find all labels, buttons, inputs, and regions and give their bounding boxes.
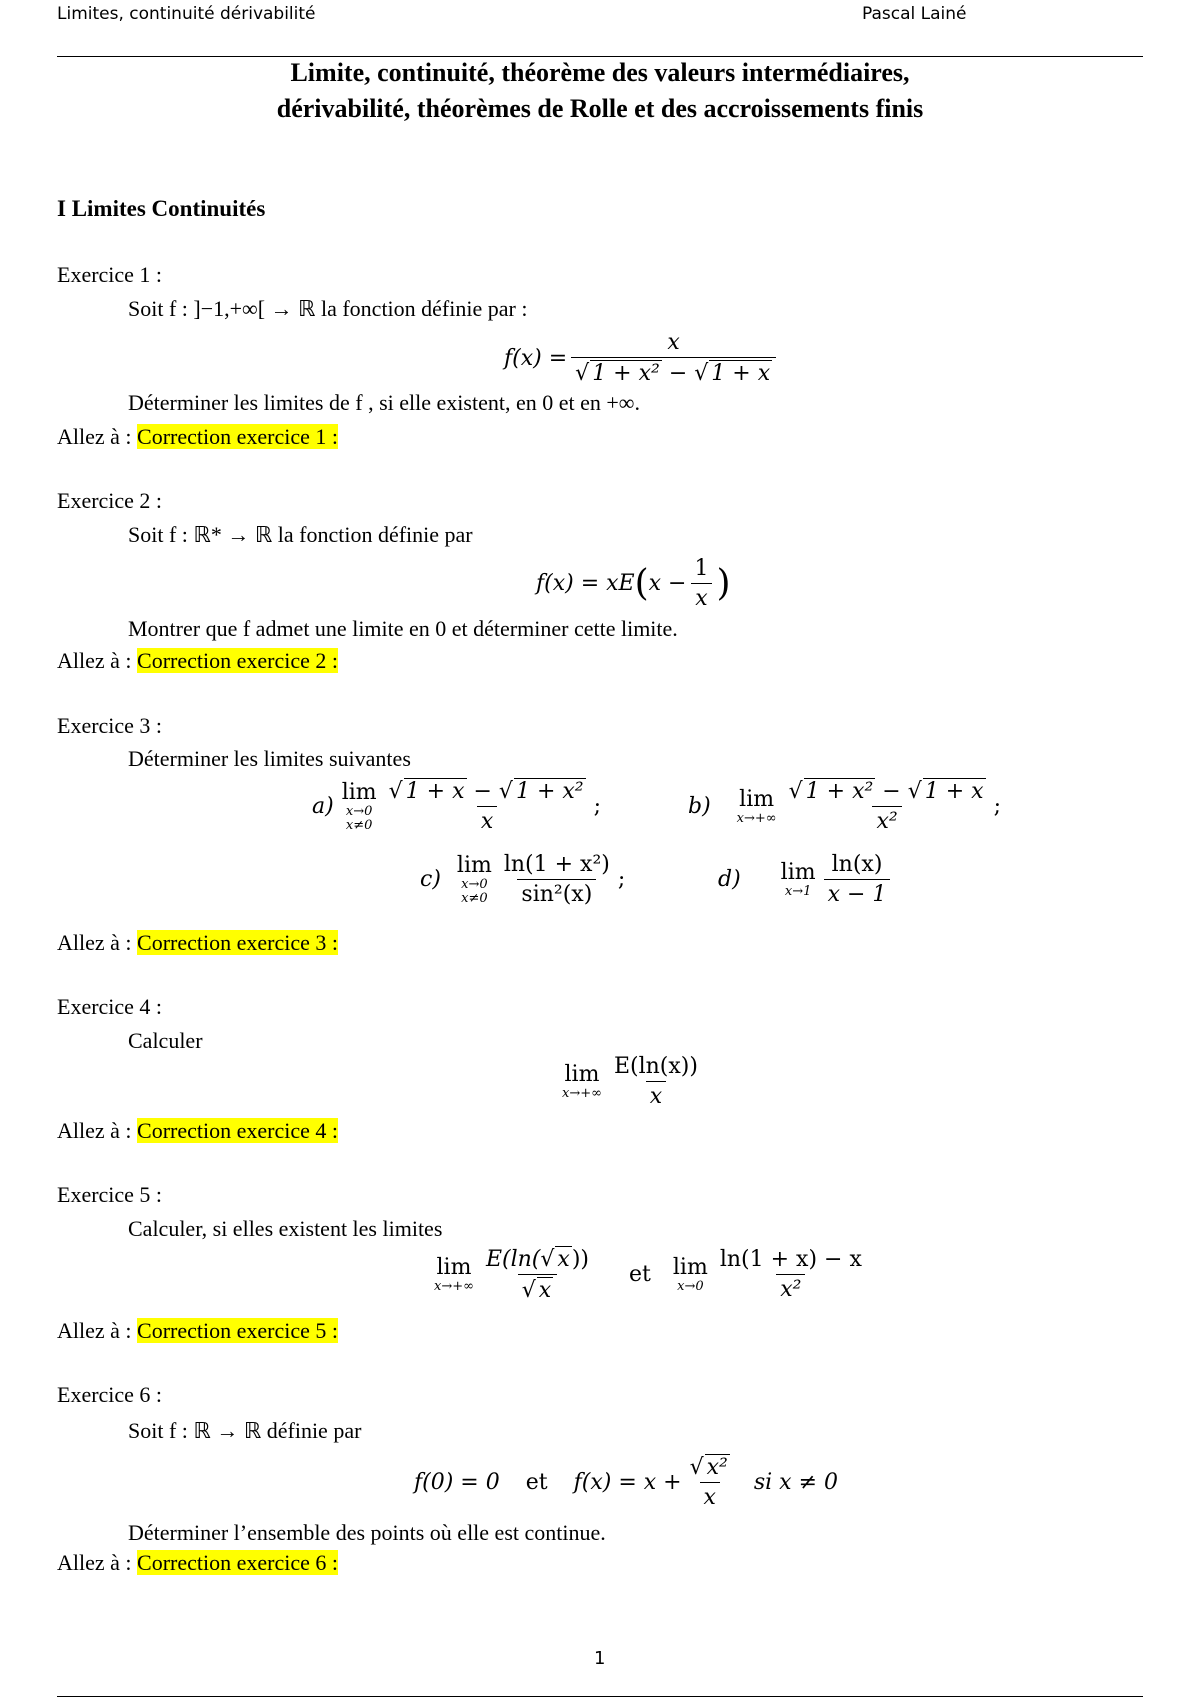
link-prefix: Allez à : (57, 648, 138, 673)
f-x: f(x) = x + (573, 1469, 682, 1495)
denominator: x² (872, 806, 901, 834)
page-number: 1 (594, 1648, 606, 1669)
radicand-1: 1 + x² (592, 361, 660, 386)
numerator-post: )) (571, 1247, 590, 1272)
radicand: 1 + x² (805, 779, 874, 804)
radicand: x² (706, 1455, 728, 1480)
radicand: x (557, 1247, 570, 1272)
exercise-3-link-row (57, 930, 338, 956)
exercise-2-formula (536, 556, 731, 611)
limit-operator (673, 1255, 708, 1294)
lim-word: lim (564, 1062, 600, 1087)
lim-sub: x→0 (677, 1279, 704, 1294)
radicand: 1 + x (924, 779, 984, 804)
f-zero: f(0) = 0 (414, 1469, 500, 1495)
lim-sub: x→+∞ (434, 1279, 474, 1294)
lim-word: lim (436, 1255, 472, 1280)
denominator: √ x (518, 1274, 557, 1303)
paren-close: ) (716, 562, 731, 604)
exercise-1-link-row (57, 424, 338, 450)
exercise-3-d (718, 852, 894, 907)
denominator: x − 1 (824, 879, 891, 907)
footer-rule (57, 1696, 1143, 1697)
numerator: E(ln(√ x)) (485, 1247, 590, 1272)
exercise-2-question: Montrer que f admet une limite en 0 et déterminer cette limite. (128, 616, 678, 641)
exercise-6-link-row (57, 1550, 338, 1576)
exercise-1-fraction (571, 330, 776, 386)
lim-sub-2: x≠0 (461, 891, 488, 906)
exercise-5-correction-link[interactable]: Correction exercice 5 : (137, 1318, 338, 1343)
lim-sub: x→+∞ (736, 810, 777, 826)
exercise-4-correction-link[interactable]: Correction exercice 4 : (137, 1118, 338, 1143)
lim-word: lim (341, 779, 377, 805)
link-prefix: Allez à : (57, 930, 138, 955)
exercise-2-fraction-den: x (691, 583, 711, 611)
header-left: Limites, continuité dérivabilité (57, 4, 316, 24)
limit-operator (457, 853, 492, 906)
exercise-6-label: Exercice 6 : (57, 1382, 163, 1407)
exercise-3-correction-link[interactable]: Correction exercice 3 : (137, 930, 338, 955)
page-title-line-2: dérivabilité, théorèmes de Rolle et des accroissements finis (276, 94, 924, 123)
exercise-1-intro: Soit f : ]−1,+∞[ → ℝ la fonction définie par : (128, 296, 528, 321)
exercise-3-a-fraction (385, 778, 590, 834)
exercise-6-correction-link[interactable]: Correction exercice 6 : (137, 1550, 338, 1575)
numerator: ln(1 + x²) (503, 852, 610, 877)
exercise-2-label: Exercice 2 : (57, 488, 163, 513)
numerator: √ 1 + x² − √ 1 + x (788, 779, 984, 804)
numerator-pre: E(ln( (485, 1247, 541, 1272)
lim-word: lim (456, 853, 492, 878)
exercise-5-intro: Calculer, si elles existent les limites (128, 1216, 443, 1241)
numerator: √ 1 + x − √ 1 + x² (388, 779, 584, 804)
exercise-2-link-row (57, 648, 338, 674)
exercise-5-label: Exercice 5 : (57, 1182, 163, 1207)
radicand: 1 + x (405, 779, 465, 804)
link-prefix: Allez à : (57, 424, 138, 449)
lim-word: lim (739, 786, 775, 812)
exercise-4-fraction (610, 1054, 702, 1109)
exercise-2-inner: x − (648, 571, 687, 596)
separator: ; (593, 793, 602, 819)
exercise-1-lhs: f(x) = (504, 345, 568, 371)
radicand: x (538, 1278, 552, 1303)
exercise-2-fraction (691, 556, 713, 611)
section-heading: I Limites Continuités (57, 196, 266, 221)
minus-sign: − (466, 779, 499, 804)
exercise-3-b-fraction (785, 778, 990, 834)
denominator: x (477, 806, 497, 834)
exercise-5-a-fraction (482, 1246, 593, 1303)
minus-sign: − (661, 361, 695, 386)
exercise-2-intro: Soit f : ℝ* → ℝ la fonction définie par (128, 522, 473, 547)
exercise-2-correction-link[interactable]: Correction exercice 2 : (137, 648, 338, 673)
exercise-3-c-fraction (500, 852, 614, 907)
exercise-3-b (688, 778, 1001, 834)
exercise-1-correction-link[interactable]: Correction exercice 1 : (137, 424, 338, 449)
radicand-2: 1 + x (711, 361, 771, 386)
exercise-4-link-row (57, 1118, 338, 1144)
exercise-1-formula (504, 330, 780, 386)
exercise-1-denominator: √ 1 + x² − √ 1 + x (571, 357, 776, 386)
minus-sign: − (875, 779, 908, 804)
exercise-4-intro: Calculer (128, 1028, 203, 1053)
label-d: d) (718, 867, 741, 892)
denominator: x (646, 1081, 666, 1109)
exercise-1-question: Déterminer les limites de f , si elle existent, en 0 et en +∞. (128, 390, 640, 415)
separator: ; (617, 867, 626, 892)
exercise-5-link-row (57, 1318, 338, 1344)
exercise-1-label: Exercice 1 : (57, 262, 163, 287)
exercise-6-intro: Soit f : ℝ → ℝ définie par (128, 1418, 362, 1443)
paren-open: ( (634, 562, 649, 604)
exercise-3-c (420, 852, 625, 907)
exercise-5-formula (434, 1246, 870, 1303)
lim-word: lim (672, 1255, 708, 1280)
exercise-1-numerator: x (667, 330, 680, 355)
exercise-3-a (312, 778, 601, 834)
lim-sub: x→1 (784, 884, 812, 899)
header-right: Pascal Lainé (862, 4, 967, 24)
numerator: √ x² (689, 1455, 728, 1480)
numerator: ln(1 + x) − x (719, 1247, 862, 1272)
label-a: a) (312, 793, 334, 819)
numerator: E(ln(x)) (613, 1054, 698, 1079)
label-c: c) (420, 867, 441, 892)
exercise-4-label: Exercice 4 : (57, 994, 163, 1019)
exercise-6-question: Déterminer l’ensemble des points où elle est continue. (128, 1520, 606, 1545)
link-prefix: Allez à : (57, 1550, 138, 1575)
label-b: b) (688, 793, 711, 819)
denominator: x (700, 1482, 720, 1510)
limit-operator (781, 860, 816, 899)
numerator: ln(x) (831, 852, 883, 877)
exercise-4-formula (562, 1054, 706, 1109)
limit-operator (737, 787, 777, 826)
limit-operator (434, 1255, 474, 1294)
exercise-3-intro: Déterminer les limites suivantes (128, 746, 411, 771)
radicand: 1 + x² (515, 779, 584, 804)
limit-operator (562, 1062, 602, 1101)
lim-sub: x→0 (461, 877, 488, 892)
exercise-2-fraction-num: 1 (694, 556, 709, 581)
exercise-5-b-fraction (716, 1247, 866, 1302)
exercise-6-fraction (686, 1454, 734, 1510)
exercise-3-d-fraction (824, 852, 891, 907)
link-prefix: Allez à : (57, 1318, 138, 1343)
lim-sub: x→0 (345, 803, 373, 819)
denominator: sin²(x) (517, 879, 596, 907)
denominator: x² (776, 1274, 805, 1302)
condition: si x ≠ 0 (753, 1469, 839, 1495)
lim-word: lim (780, 860, 816, 885)
conjunction-et: et (629, 1262, 651, 1287)
page-title-line-1: Limite, continuité, théorème des valeurs intermédiaires, (290, 58, 910, 87)
header-rule (57, 56, 1143, 57)
limit-operator (342, 780, 377, 833)
exercise-2-lhs: f(x) = xE (536, 571, 635, 596)
lim-sub-2: x≠0 (345, 817, 373, 833)
link-prefix: Allez à : (57, 1118, 138, 1143)
lim-sub: x→+∞ (562, 1086, 602, 1101)
separator: ; (993, 793, 1002, 819)
conjunction-et: et (525, 1469, 548, 1495)
exercise-3-label: Exercice 3 : (57, 713, 163, 738)
exercise-6-formula (414, 1454, 838, 1510)
